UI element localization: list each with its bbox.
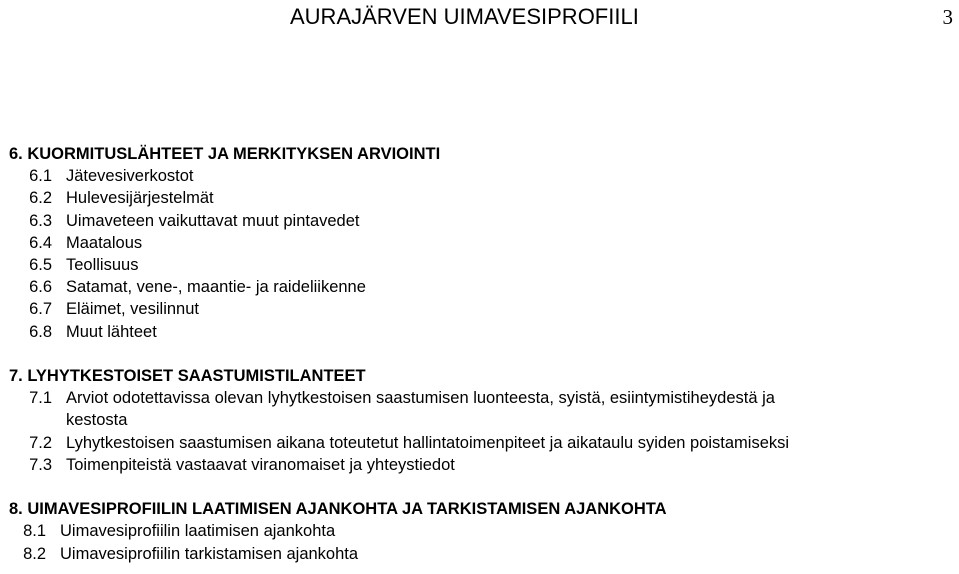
item-title: Teollisuus xyxy=(66,256,139,275)
toc-item xyxy=(9,232,954,254)
item-number: 6.5 xyxy=(29,256,52,275)
document-title: AURAJÄRVEN UIMAVESIPROFIILI xyxy=(290,4,639,29)
item-title: Lyhytkestoisen saastumisen aikana toteutetut hallintatoimenpiteet ja aikataulu syiden poistamiseksi xyxy=(66,433,790,452)
item-title: Eläimet, vesilinnut xyxy=(66,300,199,319)
item-title: Jätevesiverkostot xyxy=(66,167,194,186)
item-number: 7.3 xyxy=(29,455,52,474)
toc-item xyxy=(9,432,954,454)
item-number: 6.7 xyxy=(29,300,52,319)
toc-item xyxy=(9,254,954,276)
toc-item xyxy=(9,276,954,298)
toc-section-8 xyxy=(9,498,954,565)
section-heading: 7. LYHYTKESTOISET SAASTUMISTILANTEET xyxy=(9,367,366,386)
toc-item xyxy=(9,543,954,565)
toc-item xyxy=(9,520,954,542)
item-title: Muut lähteet xyxy=(66,322,157,341)
section-spacer xyxy=(9,343,954,365)
toc-item xyxy=(9,187,954,209)
item-title: Hulevesijärjestelmät xyxy=(66,189,214,208)
toc-item xyxy=(9,298,954,320)
item-number: 6.2 xyxy=(29,189,52,208)
toc-section-7 xyxy=(9,365,954,476)
item-title: Uimaveteen vaikuttavat muut pintavedet xyxy=(66,211,360,230)
section-heading: 8. UIMAVESIPROFIILIN LAATIMISEN AJANKOHTA JA TARKISTAMISEN AJANKOHTA xyxy=(9,500,667,519)
item-number: 6.8 xyxy=(29,322,52,341)
item-title: Toimenpiteistä vastaavat viranomaiset ja yhteystiedot xyxy=(66,455,455,474)
toc-item xyxy=(9,454,954,476)
item-title: Uimavesiprofiilin laatimisen ajankohta xyxy=(60,522,336,541)
item-number: 7.1 xyxy=(29,389,52,408)
item-title: Satamat, vene-, maantie- ja raideliikenne xyxy=(66,278,366,297)
item-number: 6.4 xyxy=(29,233,52,252)
item-title-continuation: kestosta xyxy=(66,411,128,430)
toc-section-6 xyxy=(9,143,954,343)
item-title: Uimavesiprofiilin tarkistamisen ajankohta xyxy=(60,544,359,563)
section-heading: 6. KUORMITUSLÄHTEET JA MERKITYKSEN ARVIOINTI xyxy=(9,145,441,163)
toc-item xyxy=(9,321,954,343)
page-number: 3 xyxy=(942,5,953,29)
item-title: Maatalous xyxy=(66,233,143,252)
item-number: 8.2 xyxy=(23,544,46,563)
toc-item-continuation xyxy=(9,409,954,431)
item-number-placeholder xyxy=(9,409,52,431)
item-number: 6.1 xyxy=(29,167,52,186)
toc-item xyxy=(9,165,954,187)
section-spacer xyxy=(9,476,954,498)
table-of-contents xyxy=(9,143,954,565)
item-title: Arviot odotettavissa olevan lyhytkestoisen saastumisen luonteesta, syistä, esiintymistiheydestä ja xyxy=(66,389,775,408)
item-number: 7.2 xyxy=(29,433,52,452)
item-number: 6.3 xyxy=(29,211,52,230)
toc-item xyxy=(9,387,954,409)
toc-item xyxy=(9,210,954,232)
item-number: 8.1 xyxy=(23,522,46,541)
item-number: 6.6 xyxy=(29,278,52,297)
